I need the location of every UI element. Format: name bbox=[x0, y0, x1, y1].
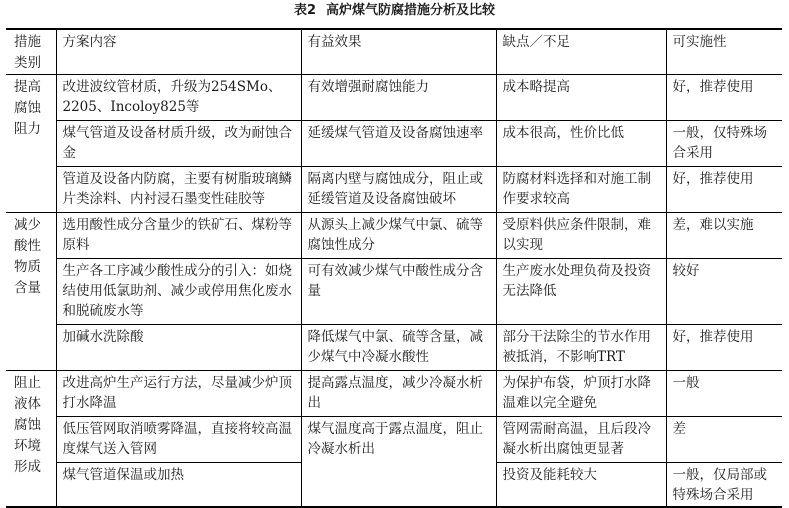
shortcoming-cell: 部分干法除尘的节水作用被抵消，不影响TRT bbox=[496, 325, 666, 371]
shortcoming-cell: 管网需耐高温，且后段冷凝水析出腐蚀更显著 bbox=[496, 417, 666, 463]
category-cell bbox=[6, 213, 56, 371]
benefit-cell: 有效增强耐腐蚀能力 bbox=[301, 75, 496, 121]
table-row bbox=[6, 75, 782, 121]
table-row bbox=[6, 167, 782, 213]
category-cell bbox=[6, 75, 56, 213]
shortcoming-cell: 投资及能耗较大 bbox=[496, 463, 666, 507]
header-feasibility: 可实施性 bbox=[666, 29, 782, 75]
benefit-cell: 煤气温度高于露点温度，阻止冷凝水析出 bbox=[301, 417, 496, 507]
benefit-cell: 降低煤气中氯、硫等含量，减少煤气中冷凝水酸性 bbox=[301, 325, 496, 371]
header-content: 方案内容 bbox=[56, 29, 301, 75]
shortcoming-cell: 成本略提高 bbox=[496, 75, 666, 121]
category-label: 提高 腐蚀 阻力 bbox=[14, 79, 41, 137]
feasibility-cell: 一般 bbox=[666, 371, 782, 417]
table-caption bbox=[0, 2, 789, 20]
content-cell: 煤气管道保温或加热 bbox=[56, 463, 301, 507]
shortcoming-cell: 成本很高，性价比低 bbox=[496, 121, 666, 167]
table-row bbox=[6, 259, 782, 325]
caption-number: 表2 bbox=[293, 3, 317, 18]
content-cell: 煤气管道及设备材质升级，改为耐蚀合金 bbox=[56, 121, 301, 167]
feasibility-cell: 好，推荐使用 bbox=[666, 325, 782, 371]
benefit-cell: 延缓煤气管道及设备腐蚀速率 bbox=[301, 121, 496, 167]
feasibility-cell: 差，难以实施 bbox=[666, 213, 782, 259]
header-category bbox=[6, 29, 56, 75]
content-cell: 管道及设备内防腐，主要有树脂玻璃鳞片类涂料、内衬浸石墨变性硅胶等 bbox=[56, 167, 301, 213]
category-label: 减少 酸性 物质 含量 bbox=[14, 217, 41, 296]
benefit-cell: 提高露点温度，减少冷凝水析出 bbox=[301, 371, 496, 417]
feasibility-cell: 好，推荐使用 bbox=[666, 75, 782, 121]
benefit-cell: 从源头上减少煤气中氯、硫等腐蚀性成分 bbox=[301, 213, 496, 259]
header-shortcoming: 缺点／不足 bbox=[496, 29, 666, 75]
content-cell: 选用酸性成分含量少的铁矿石、煤粉等原料 bbox=[56, 213, 301, 259]
benefit-cell: 可有效减少煤气中酸性成分含量 bbox=[301, 259, 496, 325]
content-cell: 生产各工序减少酸性成分的引入：如烧结使用低氯助剂、减少或停用焦化废水和脱硫废水等 bbox=[56, 259, 301, 325]
category-label: 阻止 液体 腐蚀 环境 形成 bbox=[14, 375, 41, 475]
table-row bbox=[6, 371, 782, 417]
shortcoming-cell: 防腐材料选择和对施工制作要求较高 bbox=[496, 167, 666, 213]
caption-title: 高炉煤气防腐措施分析及比较 bbox=[326, 3, 496, 18]
shortcoming-cell: 生产废水处理负荷及投资无法降低 bbox=[496, 259, 666, 325]
feasibility-cell: 好，推荐使用 bbox=[666, 167, 782, 213]
benefit-cell: 隔离内壁与腐蚀成分，阻止或延缓管道及设备腐蚀破坏 bbox=[301, 167, 496, 213]
shortcoming-cell: 为保护布袋，炉顶打水降温难以完全避免 bbox=[496, 371, 666, 417]
table-row bbox=[6, 325, 782, 371]
feasibility-cell: 一般，仅局部或特殊场合采用 bbox=[666, 463, 782, 507]
table-row bbox=[6, 417, 782, 463]
content-cell: 加碱水洗除酸 bbox=[56, 325, 301, 371]
content-cell: 改进高炉生产运行方法，尽量减少炉顶打水降温 bbox=[56, 371, 301, 417]
category-cell bbox=[6, 371, 56, 507]
feasibility-cell: 差 bbox=[666, 417, 782, 463]
measures-table bbox=[6, 28, 782, 508]
feasibility-cell: 一般，仅特殊场合采用 bbox=[666, 121, 782, 167]
content-cell: 低压管网取消喷雾降温，直接将较高温度煤气送入管网 bbox=[56, 417, 301, 463]
feasibility-cell: 较好 bbox=[666, 259, 782, 325]
table-row bbox=[6, 121, 782, 167]
header-category-label: 措施 类别 bbox=[14, 34, 41, 71]
table-row bbox=[6, 213, 782, 259]
header-benefit: 有益效果 bbox=[301, 29, 496, 75]
content-cell: 改进波纹管材质，升级为254SMo、2205、Incoloy825等 bbox=[56, 75, 301, 121]
shortcoming-cell: 受原料供应条件限制，难以实现 bbox=[496, 213, 666, 259]
header-row bbox=[6, 29, 782, 75]
